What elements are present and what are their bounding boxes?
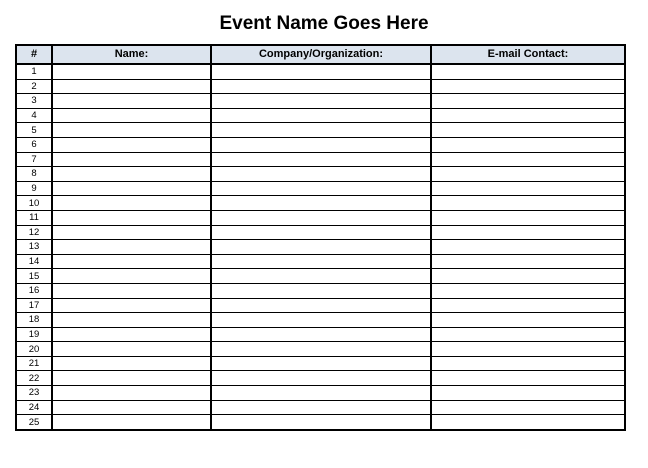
- signin-table: [15, 44, 626, 431]
- company-cell: [211, 108, 431, 123]
- email-cell: [431, 313, 625, 328]
- name-cell: [52, 64, 211, 79]
- company-cell: [211, 342, 431, 357]
- event-title: Event Name Goes Here: [219, 13, 429, 34]
- email-cell: [431, 94, 625, 109]
- table-row: [16, 342, 625, 357]
- name-cell: [52, 108, 211, 123]
- row-number: 15: [16, 269, 52, 284]
- table-row: [16, 298, 625, 313]
- row-number: 10: [16, 196, 52, 211]
- row-number: 19: [16, 327, 52, 342]
- email-cell: [431, 415, 625, 430]
- name-cell: [52, 210, 211, 225]
- email-cell: [431, 386, 625, 401]
- name-cell: [52, 94, 211, 109]
- name-cell: [52, 400, 211, 415]
- row-number: 6: [16, 137, 52, 152]
- table-row: [16, 181, 625, 196]
- name-cell: [52, 137, 211, 152]
- header-row: [16, 45, 625, 64]
- row-number: 7: [16, 152, 52, 167]
- table-row: [16, 94, 625, 109]
- table-row: [16, 196, 625, 211]
- email-cell: [431, 283, 625, 298]
- email-cell: [431, 269, 625, 284]
- row-number: 5: [16, 123, 52, 138]
- company-cell: [211, 400, 431, 415]
- email-cell: [431, 240, 625, 255]
- company-cell: [211, 240, 431, 255]
- signin-sheet-page: [0, 11, 648, 468]
- company-cell: [211, 254, 431, 269]
- company-cell: [211, 371, 431, 386]
- col-header-number: #: [16, 45, 52, 64]
- company-cell: [211, 386, 431, 401]
- email-cell: [431, 64, 625, 79]
- email-cell: [431, 342, 625, 357]
- company-cell: [211, 137, 431, 152]
- name-cell: [52, 298, 211, 313]
- table-row: [16, 313, 625, 328]
- row-number: 24: [16, 400, 52, 415]
- company-cell: [211, 123, 431, 138]
- name-cell: [52, 269, 211, 284]
- email-cell: [431, 108, 625, 123]
- table-row: [16, 356, 625, 371]
- name-cell: [52, 342, 211, 357]
- email-cell: [431, 181, 625, 196]
- col-header-email: E-mail Contact:: [431, 45, 625, 64]
- name-cell: [52, 167, 211, 182]
- company-cell: [211, 269, 431, 284]
- company-cell: [211, 210, 431, 225]
- row-number: 25: [16, 415, 52, 430]
- table-row: [16, 225, 625, 240]
- table-row: [16, 123, 625, 138]
- name-cell: [52, 283, 211, 298]
- row-number: 3: [16, 94, 52, 109]
- company-cell: [211, 298, 431, 313]
- row-number: 17: [16, 298, 52, 313]
- row-number: 16: [16, 283, 52, 298]
- row-number: 20: [16, 342, 52, 357]
- row-number: 12: [16, 225, 52, 240]
- email-cell: [431, 210, 625, 225]
- row-number: 4: [16, 108, 52, 123]
- company-cell: [211, 225, 431, 240]
- email-cell: [431, 225, 625, 240]
- name-cell: [52, 240, 211, 255]
- company-cell: [211, 415, 431, 430]
- row-number: 11: [16, 210, 52, 225]
- name-cell: [52, 356, 211, 371]
- company-cell: [211, 313, 431, 328]
- col-header-name: Name:: [52, 45, 211, 64]
- company-cell: [211, 152, 431, 167]
- row-number: 8: [16, 167, 52, 182]
- col-header-company: Company/Organization:: [211, 45, 431, 64]
- email-cell: [431, 137, 625, 152]
- row-number: 22: [16, 371, 52, 386]
- row-number: 14: [16, 254, 52, 269]
- name-cell: [52, 254, 211, 269]
- row-number: 18: [16, 313, 52, 328]
- table-row: [16, 152, 625, 167]
- table-row: [16, 327, 625, 342]
- company-cell: [211, 356, 431, 371]
- name-cell: [52, 327, 211, 342]
- row-number: 21: [16, 356, 52, 371]
- table-row: [16, 210, 625, 225]
- name-cell: [52, 79, 211, 94]
- company-cell: [211, 167, 431, 182]
- email-cell: [431, 79, 625, 94]
- table-row: [16, 386, 625, 401]
- name-cell: [52, 225, 211, 240]
- name-cell: [52, 371, 211, 386]
- table-row: [16, 137, 625, 152]
- table-row: [16, 254, 625, 269]
- email-cell: [431, 152, 625, 167]
- email-cell: [431, 123, 625, 138]
- name-cell: [52, 196, 211, 211]
- table-row: [16, 240, 625, 255]
- name-cell: [52, 152, 211, 167]
- table-row: [16, 79, 625, 94]
- table-row: [16, 167, 625, 182]
- table-row: [16, 415, 625, 430]
- name-cell: [52, 386, 211, 401]
- row-number: 9: [16, 181, 52, 196]
- table-row: [16, 64, 625, 79]
- email-cell: [431, 298, 625, 313]
- row-number: 2: [16, 79, 52, 94]
- name-cell: [52, 415, 211, 430]
- email-cell: [431, 254, 625, 269]
- table-row: [16, 269, 625, 284]
- company-cell: [211, 79, 431, 94]
- company-cell: [211, 283, 431, 298]
- company-cell: [211, 181, 431, 196]
- email-cell: [431, 400, 625, 415]
- company-cell: [211, 94, 431, 109]
- row-number: 13: [16, 240, 52, 255]
- email-cell: [431, 371, 625, 386]
- row-number: 23: [16, 386, 52, 401]
- name-cell: [52, 123, 211, 138]
- email-cell: [431, 327, 625, 342]
- name-cell: [52, 313, 211, 328]
- email-cell: [431, 196, 625, 211]
- company-cell: [211, 196, 431, 211]
- table-row: [16, 108, 625, 123]
- company-cell: [211, 64, 431, 79]
- table-row: [16, 371, 625, 386]
- company-cell: [211, 327, 431, 342]
- table-row: [16, 283, 625, 298]
- email-cell: [431, 167, 625, 182]
- table-row: [16, 400, 625, 415]
- row-number: 1: [16, 64, 52, 79]
- name-cell: [52, 181, 211, 196]
- email-cell: [431, 356, 625, 371]
